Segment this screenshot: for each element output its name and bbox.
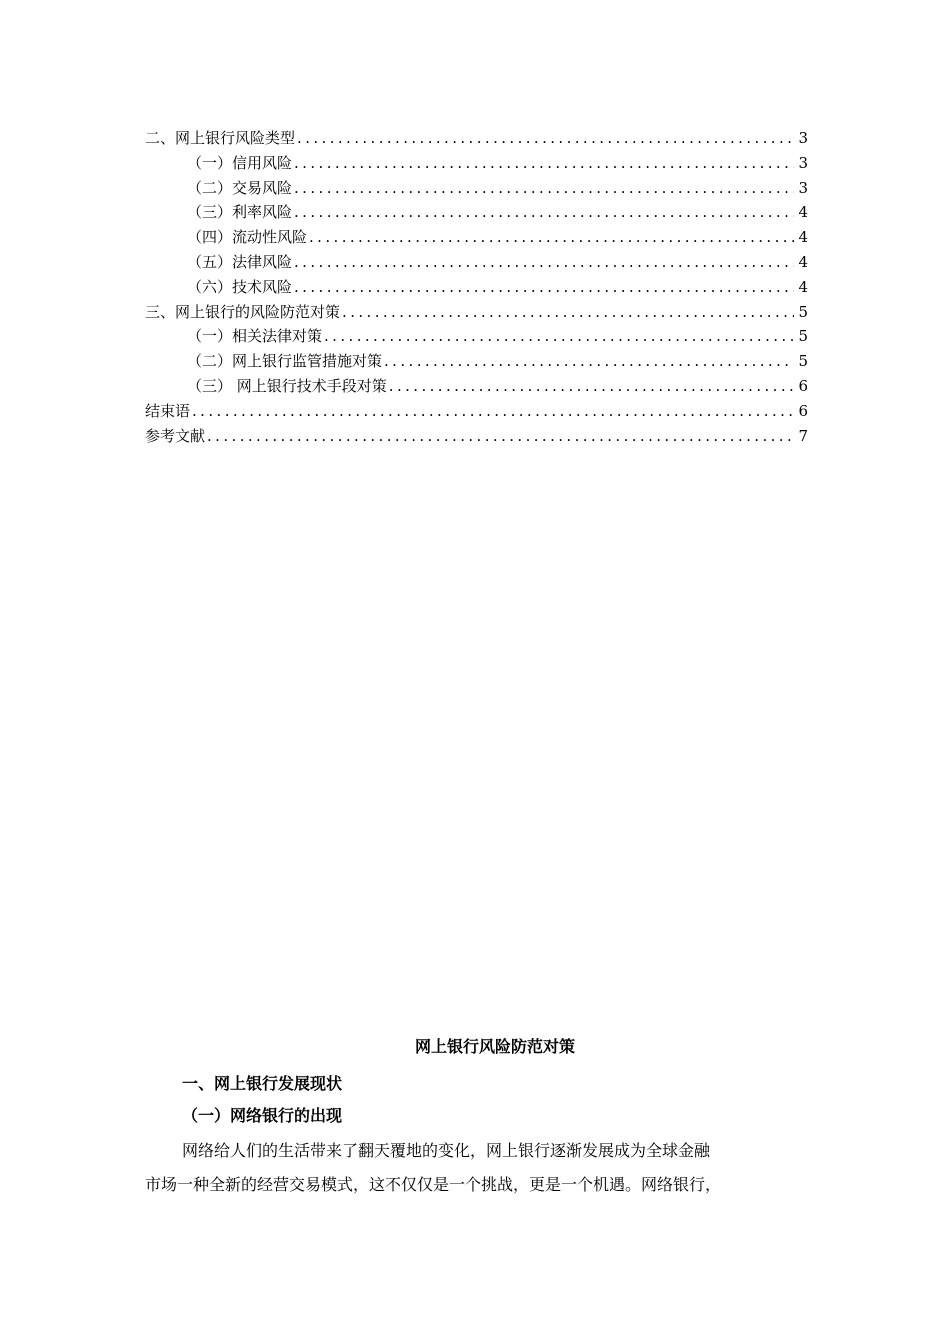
toc-entry-title: （一）信用风险 bbox=[187, 153, 293, 172]
toc-dot-leader bbox=[294, 176, 794, 201]
toc-entry[interactable] bbox=[145, 275, 808, 300]
toc-entry[interactable] bbox=[145, 200, 808, 225]
toc-entry-number: 三、 bbox=[145, 302, 176, 321]
toc-entry[interactable] bbox=[145, 300, 808, 325]
document-title: 网上银行风险防范对策 bbox=[414, 1037, 575, 1056]
toc-entry-title: （五）法律风险 bbox=[187, 252, 293, 271]
toc-dot-leader bbox=[294, 275, 794, 300]
toc-dot-leader bbox=[294, 151, 794, 176]
toc-entry-number: 二、 bbox=[145, 129, 176, 147]
toc-entry-title: 网上银行的风险防范对策 bbox=[175, 302, 341, 321]
toc-entry-page: 4 bbox=[798, 252, 808, 271]
toc-dot-leader bbox=[309, 225, 794, 250]
paragraph-line: 网络给人们的生活带来了翻天覆地的变化，网上银行逐渐发展成为全球金融 bbox=[182, 1141, 711, 1160]
toc-entry-title: （二）交易风险 bbox=[187, 178, 293, 197]
toc-entry[interactable] bbox=[145, 349, 808, 374]
toc-entry-page: 4 bbox=[798, 277, 808, 296]
toc-entry-page: 5 bbox=[798, 327, 808, 346]
toc-dot-leader bbox=[384, 349, 794, 374]
toc-entry-page: 7 bbox=[798, 426, 808, 445]
toc-dot-leader bbox=[389, 374, 794, 399]
toc-entry[interactable] bbox=[145, 250, 808, 275]
toc-entry[interactable] bbox=[145, 324, 808, 349]
toc-entry[interactable] bbox=[145, 225, 808, 250]
toc-entry-title: （一）相关法律对策 bbox=[187, 327, 323, 346]
toc-entry[interactable] bbox=[145, 126, 808, 151]
toc-entry-title: （四）流动性风险 bbox=[187, 228, 308, 247]
toc-entry-title: 参考文献 bbox=[145, 426, 206, 445]
toc-entry-page: 4 bbox=[798, 203, 808, 222]
section-heading: 一、网上银行发展现状 bbox=[182, 1074, 343, 1093]
toc-entry-page: 5 bbox=[798, 352, 808, 371]
toc-entry-page: 3 bbox=[798, 178, 808, 197]
toc-entry-page: 3 bbox=[798, 153, 808, 172]
toc-entry-title: （六）技术风险 bbox=[187, 277, 293, 296]
toc-entry[interactable] bbox=[145, 374, 808, 399]
toc-entry[interactable] bbox=[145, 424, 808, 449]
toc-entry-page: 3 bbox=[798, 129, 808, 147]
toc-entry-title: （三） 网上银行技术手段对策 bbox=[187, 376, 387, 395]
toc-entry-title: 网上银行风险类型 bbox=[175, 129, 296, 147]
toc-dot-leader bbox=[192, 399, 794, 424]
toc-entry-title: （三）利率风险 bbox=[187, 203, 293, 222]
toc-entry-page: 5 bbox=[798, 302, 808, 321]
toc-dot-leader bbox=[294, 200, 794, 225]
toc-entry[interactable] bbox=[145, 176, 808, 201]
toc-entry-title: 结束语 bbox=[145, 401, 191, 420]
body-paragraph bbox=[145, 1134, 810, 1202]
toc-entry-page: 4 bbox=[798, 228, 808, 247]
toc-entry-page: 6 bbox=[798, 376, 808, 395]
toc-dot-leader bbox=[342, 300, 794, 325]
toc-dot-leader bbox=[324, 324, 794, 349]
toc-entry-page: 6 bbox=[798, 401, 808, 420]
toc-entry-title: （二）网上银行监管措施对策 bbox=[187, 352, 383, 371]
paragraph-line: 市场一种全新的经营交易模式，这不仅仅是一个挑战，更是一个机遇。网络银行， bbox=[145, 1175, 722, 1194]
table-of-contents bbox=[145, 126, 808, 448]
toc-entry[interactable] bbox=[145, 399, 808, 424]
toc-entry[interactable] bbox=[145, 151, 808, 176]
toc-dot-leader bbox=[297, 126, 794, 151]
toc-dot-leader bbox=[294, 250, 794, 275]
subsection-heading: （一）网络银行的出现 bbox=[182, 1106, 343, 1125]
toc-dot-leader bbox=[207, 424, 794, 449]
